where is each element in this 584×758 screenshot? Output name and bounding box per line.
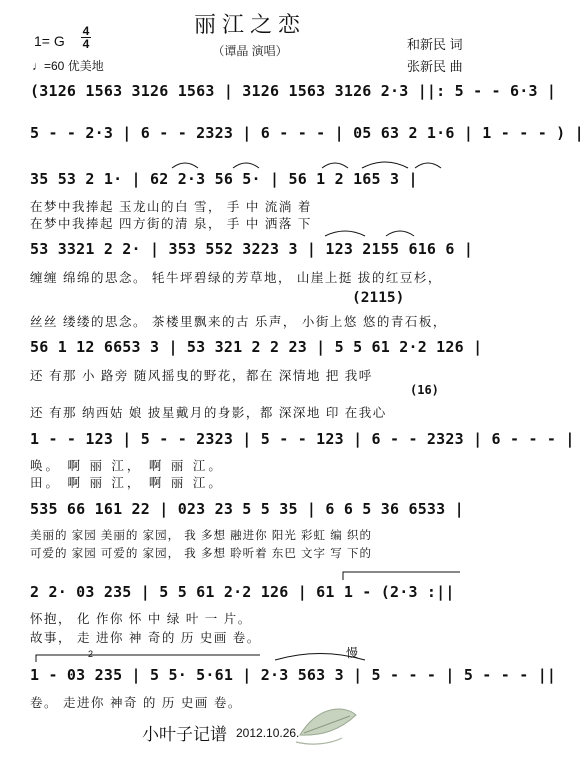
score-row-3: 35 53 2 1· | 62 2·3 56 5· | 56 1 2 165 3 | [30,170,418,188]
ornament-16: (16) [410,383,439,397]
score-row-6: 1 - - 123 | 5 - - 2323 | 5 - - 123 | 6 - - 2323 | 6 - - - | [30,430,575,448]
time-numerator: 4 [82,24,90,38]
lyric-row-7-verse-1: 美丽的 家园 美丽的 家园， 我 多想 融进你 阳光 彩虹 编 织的 [30,530,372,542]
ornament-2115: (2115) [352,290,405,306]
time-denominator: 4 [82,37,90,51]
composer-credit: 张新民 曲 [407,59,463,74]
notation-date: 2012.10.26. [236,726,300,740]
lyric-row-3-verse-1: 在梦中我捧起 玉龙山的白 雪， 手 中 流淌 着 [30,200,312,214]
notation-brand: 小叶子记谱 [142,725,227,745]
lyric-row-5-verse-2: 还 有那 纳西姑 娘 披星戴月的身影，都 深深地 印 在我心 [30,406,387,420]
lyric-row-4-verse-2: 丝丝 缕缕的思念。 茶楼里飘来的古 乐声， 小街上悠 悠的青石板， [30,315,447,329]
score-row-1: (3126 1563 3126 1563 | 3126 1563 3126 2·3 ||: 5 - - 6·3 | [30,82,557,100]
score-row-4: 53 3321 2 2· | 353 552 3223 3 | 123 2155 616 6 | [30,240,474,258]
lyric-row-4-verse-1: 缠缠 绵绵的思念。 牦牛坪碧绿的芳草地， 山崖上挺 拔的红豆杉， [30,271,442,285]
song-title: 丽江之恋 [193,13,306,38]
tempo-marking: ♩=60 优美地 [32,59,104,73]
score-row-8: 2 2· 03 235 | 5 5 61 2·2 126 | 61 1 - (2·3 :|| [30,583,455,601]
lyric-row-8-verse-1: 怀抱， 化 作你 怀 中 绿 叶 一 片。 [30,612,252,626]
lyricist-credit: 和新民 词 [407,37,463,52]
lyric-row-3-verse-2: 在梦中我捧起 四方街的清 泉， 手 中 洒落 下 [30,217,312,231]
score-row-2: 5 - - 2·3 | 6 - - 2323 | 6 - - - | 05 63 2 1·6 | 1 - - - ) | [30,124,584,142]
performer-subtitle: （谭晶 演唱） [212,44,288,58]
score-row-7: 535 66 161 22 | 023 23 5 5 35 | 6 6 5 36 6533 | [30,500,464,518]
lyric-row-5-verse-1: 还 有那 小 路旁 随风摇曳的野花，都在 深情地 把 我呼 [30,369,373,383]
tempo-slow-mark: 慢 [346,646,359,660]
score-row-5: 56 1 12 6653 3 | 53 321 2 2 23 | 5 5 61 2·2 126 | [30,338,483,356]
key-signature: 1= G [34,33,65,49]
lyric-row-9: 卷。 走进你 神奇 的 历 史画 卷。 [30,696,242,710]
score-row-9: 1 - 03 235 | 5 5· 5·61 | 2·3 563 3 | 5 - - - | 5 - - - || [30,666,557,684]
volta-2-label: 2 [88,649,94,659]
lyric-row-6-verse-1: 唤。 啊 丽 江， 啊 丽 江。 [30,459,224,473]
lyric-row-8-verse-2: 故事， 走 进你 神 奇的 历 史画 卷。 [30,631,261,645]
lyric-row-7-verse-2: 可爱的 家园 可爱的 家园， 我 多想 聆听着 东巴 文字 写 下的 [30,548,372,560]
lyric-row-6-verse-2: 田。 啊 丽 江， 啊 丽 江。 [30,476,224,490]
